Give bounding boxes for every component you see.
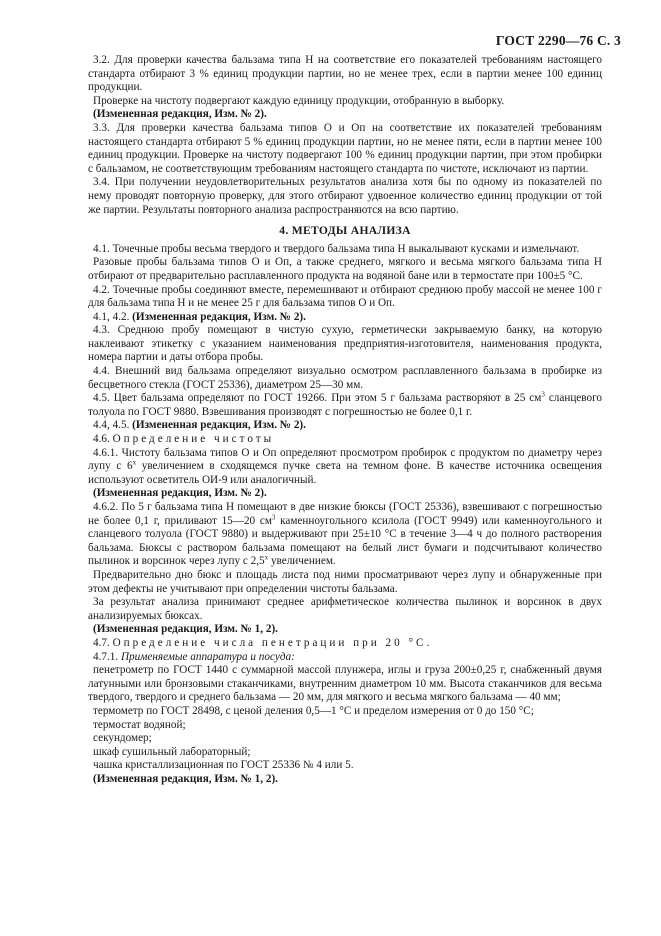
edition-note-4-1-4-2: 4.1, 4.2. (Измененная редакция, Изм. № 2).	[93, 310, 306, 323]
paragraph-4-4: 4.4. Внешний вид бальзама определяют визуально осмотром расплавленного бальзама в пробирке из бесцветного стекла (ГОСТ 25336), диаметром 25—30 мм.	[88, 365, 602, 391]
document-body	[88, 54, 602, 786]
paragraph-4-6-2-defects: Предварительно дно бюкс и площадь листа под ними просматривают через лупу и обнаруженные при этом дефекты не учитывают при определении чистоты бальзама.	[88, 568, 602, 595]
paragraph-4-6-2-result: За результат анализа принимают среднее арифметическое количества пылинок и ворсинок в двух анализируемых бюксах.	[88, 596, 602, 622]
list-item-drying-cabinet: шкаф сушильный лабораторный;	[93, 745, 251, 758]
edition-note: (Измененная редакция, Изм. № 2).	[93, 108, 267, 121]
paragraph-3-2: 3.2. Для проверки качества бальзама типа Н на соответствие его показателей требованиям настоящего стандарта отбирают 3 % единиц продукции партии, но не менее трех, если в партии менее 100 единиц продукции.	[88, 54, 602, 94]
paragraph-4-1-samples: Разовые пробы бальзама типов О и Оп, а также среднего, мягкого и весьма мягкого бальзама типа Н отбирают от предварительно расплавленного продукта на водяной бане или в термостате при 100±5 °С.	[88, 256, 602, 282]
paragraph-4-6-heading: 4.6. Определение чистоты	[93, 433, 275, 446]
list-item-penetrometer: пенетрометр по ГОСТ 1440 с суммарной массой плунжера, иглы и груза 200±0,25 г, снабженный двумя латунными или бронзовыми стаканчиками, внутренним диаметром 10 мм. Высота стаканчиков для весьма твердого, твердого и среднего бальзама — 20 мм, для мягкого и весьма мягкого бальзама — 40 мм;	[88, 664, 602, 704]
paragraph-3-4: 3.4. При получении неудовлетворительных результатов анализа хотя бы по одному из показателей по нему проводят повторную проверку, для этого отбирают удвоенное количество единиц продукции от той же партии. Результаты повторного анализа распространяются на всю партию.	[88, 176, 602, 216]
paragraph-3-2-purity: Проверке на чистоту подвергают каждую единицу продукции, отобранную в выборку.	[93, 94, 505, 107]
paragraph-4-5: 4.5. Цвет бальзама определяют по ГОСТ 19266. При этом 5 г бальзама растворяют в 25 $см^3$ сланцевого толуола по ГОСТ 9880. Взвешивания производят с погрешностью не более 0,1 г.	[88, 390, 602, 418]
edition-note: (Измененная редакция, Изм. № 1, 2).	[93, 623, 278, 636]
edition-note-4-4-4-5: 4.4, 4.5. (Измененная редакция, Изм. № 2).	[93, 419, 306, 432]
paragraph-3-3: 3.3. Для проверки качества бальзама типов О и Оп на соответствие их показателей требованиям настоящего стандарта отбирают 5 % единиц продукции партии, но не менее пяти, если в партии менее 100 единиц продукции. Проверке на чистоту подвергают 100 % единиц продукции партии, при этом пробирки с бальзамом, не соответствующим требованиям настоящего стандарта по чистоте, исключают из партии.	[88, 121, 602, 175]
edition-note: (Измененная редакция, Изм. № 1, 2).	[93, 772, 278, 785]
list-item-stopwatch: секундомер;	[93, 732, 152, 745]
edition-note: (Измененная редакция, Изм. № 2).	[93, 487, 267, 500]
list-item-thermostat: термостат водяной;	[93, 718, 186, 731]
paragraph-4-6-2: 4.6.2. По 5 г бальзама типа Н помещают в две низкие бюксы (ГОСТ 25336), взвешивают с погрешностью не более 0,1 г, приливают 15—20 $см^3$ каменноугольного ксилола (ГОСТ 9949) или каменноугольного и сланцевого толуола (ГОСТ 9880) и выдерживают при 25±10 °С в течение 3—4 ч до полного растворения бальзама. Бюксы с раствором бальзама помещают на белый лист бумаги и подсчитывают количество пылинок и ворсинок через лупу с 2,5$^x$ увеличением.	[88, 501, 602, 568]
page-header: ГОСТ 2290—76 С. 3	[495, 33, 621, 48]
paragraph-4-2: 4.2. Точечные пробы соединяют вместе, перемешивают и отбирают среднюю пробу массой не менее 100 г для бальзама типа Н и не менее 25 г для бальзама типов О и Оп.	[88, 283, 602, 310]
paragraph-4-1: 4.1. Точечные пробы весьма твердого и твердого бальзама типа Н выкалывают кусками и измельчают.	[93, 242, 580, 255]
paragraph-4-3: 4.3. Среднюю пробу помещают в чистую сухую, герметически закрываемую банку, на которую наклеивают этикетку с указанием наименования предприятия-изготовителя, наименования продукта, номера партии и даты отбора пробы.	[88, 324, 602, 364]
paragraph-4-6-1: 4.6.1. Чистоту бальзама типов О и Оп определяют просмотром пробирок с продуктом по диаметру через лупу с 6$^x$ увеличением в сходящемся пучке света на темном фоне. В качестве источника освещения используют осветитель ОИ-9 или аналогичный.	[88, 446, 602, 486]
paragraph-4-7-1-heading: 4.7.1. Применяемые аппаратура и посуда:	[93, 650, 295, 663]
paragraph-4-7-heading: 4.7. Определение числа пенетрации при 20 °С.	[93, 636, 433, 649]
section-title: 4. МЕТОДЫ АНАЛИЗА	[279, 224, 411, 238]
list-item-crystallization-dish: чашка кристаллизационная по ГОСТ 25336 № 4 или 5.	[93, 759, 354, 772]
list-item-thermometer: термометр по ГОСТ 28498, с ценой деления 0,5—1 °С и пределом измерения от 0 до 150 °С;	[93, 704, 534, 717]
